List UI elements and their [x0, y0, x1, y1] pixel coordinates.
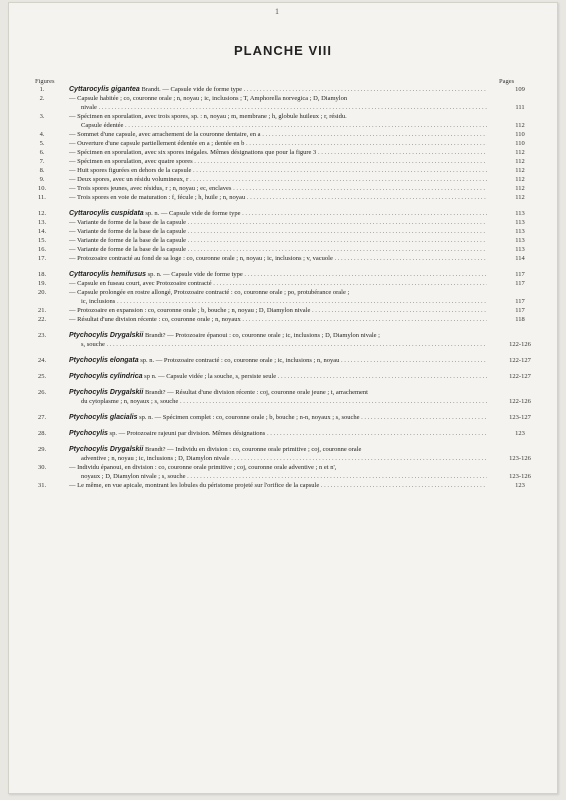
figure-number: 21.	[37, 307, 47, 314]
page-number: 117	[515, 271, 525, 278]
description-text: sp. n. — Spécimen complet : co, couronne orale ; b, bouche ; n-n, noyaux ; s, souche	[137, 414, 360, 421]
description-text: — Individu épanoui, en division : co, couronne orale primitive ; coj, couronne orale adventive ; n et n',	[69, 464, 337, 471]
figure-entry-continuation	[29, 454, 549, 463]
figure-entry	[29, 209, 549, 218]
description-text: — Variante de forme de la base de la capsule	[69, 219, 187, 226]
figure-number: 12.	[37, 210, 47, 217]
page-number: 112	[515, 176, 525, 183]
figure-entry	[29, 388, 549, 397]
description-text: — Trois spores en voie de maturation : f, fécule ; h, huile ; n, noyau	[69, 194, 246, 201]
species-name: Ptychocylis Drygalskii	[69, 389, 144, 396]
description-text: — Capsule prolongée en rostre allongé, Protozoaire contracté : co, couronne orale ; po, protubérance orale ;	[69, 289, 350, 296]
species-name: Cyttarocylis gigantea	[69, 86, 140, 93]
figure-description	[81, 397, 487, 406]
description-text: Brandt? — Résultat d'une division récente : coj, couronne orale jeune ; t, arrachement	[143, 389, 368, 396]
figure-number: 27.	[37, 414, 47, 421]
figure-number: 9.	[39, 176, 45, 183]
description-text: s, souche	[81, 341, 105, 348]
description-text: — Le même, en vue apicale, montrant les lobules du péristome projeté sur l'orifice de la capsule	[69, 482, 320, 489]
species-name: Ptychocylis cylindrica	[69, 373, 143, 380]
page-number: 123-126	[509, 455, 531, 462]
figure-description	[69, 245, 487, 254]
description-text: Brandt? — Protozoaire épanoui : co, couronne orale ; ic, inclusions ; D, Diamylon nivale ;	[143, 332, 380, 339]
pages-column-header: Pages	[499, 78, 515, 85]
section-gap	[29, 202, 549, 209]
figure-number: 26.	[37, 389, 47, 396]
figure-description	[69, 193, 487, 202]
description-text: — Protozoaire contracté au fond de sa loge : co, couronne orale ; n, noyau ; ic, inclusions ; v, vacuole	[69, 255, 333, 262]
figure-entry	[29, 139, 549, 148]
figure-description	[69, 139, 487, 148]
figure-entry	[29, 356, 549, 365]
description-text: Capsule édentée	[81, 122, 124, 129]
page-number: 110	[515, 140, 525, 147]
page-number: 113	[515, 228, 525, 235]
description-text: Brandt? — Individu en division : co, couronne orale primitive ; coj, couronne orale	[143, 446, 362, 453]
description-text: — Spécimen en sporulation, avec trois spores, sp. : n, noyau ; m, membrane ; h, globule huileux ; r, résidu.	[69, 113, 347, 120]
figure-description	[69, 157, 487, 166]
figure-number: 30.	[37, 464, 47, 471]
description-text: nivale	[81, 104, 97, 111]
description-text: ic, inclusions	[81, 298, 116, 305]
species-name: Cyttarocylis hemifusus	[69, 271, 147, 278]
figure-entry	[29, 413, 549, 422]
figure-description	[81, 103, 487, 112]
description-text: — Protozoaire en expansion : co, couronne orale ; b, bouche ; n, noyau ; D, Diamylon nivale	[69, 307, 311, 314]
figure-entry	[29, 166, 549, 175]
species-name: Ptychocylis	[69, 430, 108, 437]
figure-number: 6.	[39, 149, 45, 156]
figure-entry	[29, 130, 549, 139]
section-gap	[29, 422, 549, 429]
figure-description	[69, 175, 487, 184]
figure-entry	[29, 445, 549, 454]
description-text: — Capsule habitée ; co, couronne orale ; n, noyau ; ic, inclusions ; T, Amphorella norvegica ; D, Diamylon	[69, 95, 348, 102]
description-text: adventive ; n, noyau ; ic, inclusions ; D, Diamylon nivale	[81, 455, 230, 462]
species-name: Ptychocylis glacialis	[69, 414, 138, 421]
figure-number: 15.	[37, 237, 47, 244]
page-number: 123	[515, 482, 525, 489]
figure-entry	[29, 372, 549, 381]
figure-description	[69, 463, 487, 472]
figure-description	[81, 454, 487, 463]
figure-description	[69, 94, 487, 103]
figure-number: 25.	[37, 373, 47, 380]
page-number: 113	[515, 219, 525, 226]
figure-number: 11.	[38, 194, 46, 201]
figure-number: 28.	[37, 430, 47, 437]
figure-entry	[29, 94, 549, 103]
figure-description	[69, 236, 487, 245]
figure-description	[81, 472, 487, 481]
section-gap	[29, 349, 549, 356]
description-text: — Variante de forme de la base de la capsule	[69, 237, 187, 244]
description-text: Brandt. — Capsule vide de forme type	[139, 86, 242, 93]
figure-entry-continuation	[29, 297, 549, 306]
figure-entry	[29, 112, 549, 121]
figure-description	[69, 356, 487, 365]
figure-entry	[29, 227, 549, 236]
figure-description	[69, 279, 487, 288]
page-number: 122-127	[509, 357, 531, 364]
figure-description	[69, 413, 487, 422]
figure-description	[69, 209, 487, 218]
page-number: 112	[515, 158, 525, 165]
figure-description	[81, 121, 487, 130]
description-text: — Ouverture d'une capsule partiellement édentée en a ; dentée en b	[69, 140, 245, 147]
page-number: 118	[515, 316, 525, 323]
figure-entry	[29, 270, 549, 279]
description-text: sp. n. — Capsule vide de forme type	[146, 271, 243, 278]
figure-number: 5.	[39, 140, 45, 147]
page-title: PLANCHE VIII	[234, 43, 332, 58]
figure-description	[69, 429, 487, 438]
figure-description	[69, 481, 487, 490]
figure-description	[69, 112, 487, 121]
page-number: 112	[515, 122, 525, 129]
figure-number: 29.	[37, 446, 47, 453]
figure-number: 10.	[37, 185, 47, 192]
figure-entry-continuation	[29, 472, 549, 481]
species-name: Ptychocylis Drygalskii	[69, 332, 144, 339]
description-text: sp. — Protozoaire rajeuni par division. Mêmes désignations	[107, 430, 266, 437]
page-number: 123-126	[509, 473, 531, 480]
figure-description	[81, 297, 487, 306]
figure-number: 31.	[37, 482, 47, 489]
figure-number: 17.	[37, 255, 47, 262]
page-number: 113	[515, 246, 525, 253]
description-text: — Capsule en fuseau court, avec Protozoaire contracté	[69, 280, 212, 287]
page-number: 113	[515, 210, 525, 217]
page-number: 122-126	[509, 341, 531, 348]
figure-description	[69, 184, 487, 193]
figure-description	[69, 331, 487, 340]
figure-entry-continuation	[29, 103, 549, 112]
description-text: — Spécimen en sporulation, avec six spores inégales. Mêmes désignations que pour la figure 3	[69, 149, 317, 156]
figure-list	[29, 85, 549, 490]
page-number: 123-127	[509, 414, 531, 421]
page-number: 112	[515, 185, 525, 192]
figure-entry	[29, 429, 549, 438]
figure-description	[69, 445, 487, 454]
figure-description	[69, 130, 487, 139]
description-text: — Variante de forme de la base de la capsule	[69, 228, 187, 235]
figure-description	[69, 254, 487, 263]
section-gap	[29, 406, 549, 413]
figure-number: 13.	[37, 219, 47, 226]
section-gap	[29, 381, 549, 388]
figure-description	[69, 288, 487, 297]
figure-description	[69, 388, 487, 397]
figure-entry	[29, 315, 549, 324]
description-text: — Trois spores jeunes, avec résidus, r ; n, noyau ; ec, enclaves	[69, 185, 232, 192]
page-number: 117	[515, 307, 525, 314]
figure-description	[69, 372, 487, 381]
figure-description	[69, 315, 487, 324]
page-number: 123	[515, 430, 525, 437]
figure-entry	[29, 245, 549, 254]
figure-number: 18.	[37, 271, 47, 278]
figure-entry	[29, 481, 549, 490]
description-text: sp. n. — Capsule vide de forme type	[143, 210, 241, 217]
section-gap	[29, 324, 549, 331]
page-number: 117	[515, 280, 525, 287]
page-number: 111	[515, 104, 525, 111]
figure-number: 23.	[37, 332, 47, 339]
figure-entry-continuation	[29, 397, 549, 406]
figure-number: 3.	[39, 113, 45, 120]
figure-description	[69, 166, 487, 175]
document-page	[8, 2, 558, 794]
figure-number: 4.	[39, 131, 45, 138]
page-number: 110	[515, 131, 525, 138]
page-number: 122-127	[509, 373, 531, 380]
figure-entry	[29, 148, 549, 157]
page-number: 112	[515, 149, 525, 156]
figure-description	[81, 340, 487, 349]
figure-number: 1.	[39, 86, 45, 93]
page-number: 112	[515, 194, 525, 201]
species-name: Ptychocylis elongata	[69, 357, 139, 364]
figure-entry	[29, 463, 549, 472]
figure-description	[69, 85, 487, 94]
figure-entry	[29, 288, 549, 297]
figure-number: 20.	[37, 289, 47, 296]
figure-entry-continuation	[29, 340, 549, 349]
section-gap	[29, 438, 549, 445]
page-number: 122-126	[509, 398, 531, 405]
page-number: 112	[515, 167, 525, 174]
figure-entry	[29, 236, 549, 245]
description-text: sp n. — Capsule vidée ; la souche, s, persiste seule	[142, 373, 277, 380]
description-text: — Variante de forme de la base de la capsule	[69, 246, 187, 253]
figure-entry	[29, 175, 549, 184]
figure-number: 2.	[39, 95, 45, 102]
page-number: 113	[515, 237, 525, 244]
figure-entry	[29, 184, 549, 193]
page-number: 109	[515, 86, 525, 93]
description-text: sp. n. — Protozoaire contracté : co, couronne orale ; ic, inclusions ; n, noyau	[138, 357, 340, 364]
figure-number: 8.	[39, 167, 45, 174]
section-gap	[29, 263, 549, 270]
figure-description	[69, 270, 487, 279]
figure-entry	[29, 193, 549, 202]
section-gap	[29, 365, 549, 372]
figure-entry	[29, 157, 549, 166]
figure-description	[69, 218, 487, 227]
page-number: 114	[515, 255, 525, 262]
figure-entry	[29, 279, 549, 288]
figure-entry	[29, 218, 549, 227]
species-name: Ptychocylis Drygalskii	[69, 446, 144, 453]
page-mark: 1	[275, 7, 279, 16]
description-text: — Sommet d'une capsule, avec arrachement de la couronne dentaire, en a	[69, 131, 261, 138]
figure-description	[69, 227, 487, 236]
figure-number: 14.	[37, 228, 47, 235]
figures-column-header: Figures	[35, 78, 55, 85]
figure-number: 16.	[37, 246, 47, 253]
figure-entry	[29, 85, 549, 94]
description-text: noyaux ; D, Diamylon nivale ; s, souche	[81, 473, 186, 480]
description-text: — Deux spores, avec un résidu volumineux, r	[69, 176, 189, 183]
figure-number: 22.	[37, 316, 47, 323]
species-name: Cyttarocylis cuspidata	[69, 210, 144, 217]
description-text: — Résultat d'une division récente : co, couronne orale ; n, noyaux	[69, 316, 241, 323]
figure-number: 24.	[37, 357, 47, 364]
figure-description	[69, 306, 487, 315]
figure-number: 19.	[37, 280, 47, 287]
description-text: du cytoplasme ; n, noyaux ; s, souche	[81, 398, 179, 405]
figure-entry	[29, 306, 549, 315]
figure-number: 7.	[39, 158, 45, 165]
figure-entry	[29, 254, 549, 263]
figure-entry	[29, 331, 549, 340]
page-number: 117	[515, 298, 525, 305]
figure-entry-continuation	[29, 121, 549, 130]
figure-description	[69, 148, 487, 157]
description-text: — Spécimen en sporulation, avec quatre spores	[69, 158, 193, 165]
description-text: — Huit spores figurées en dehors de la capsule	[69, 167, 192, 174]
